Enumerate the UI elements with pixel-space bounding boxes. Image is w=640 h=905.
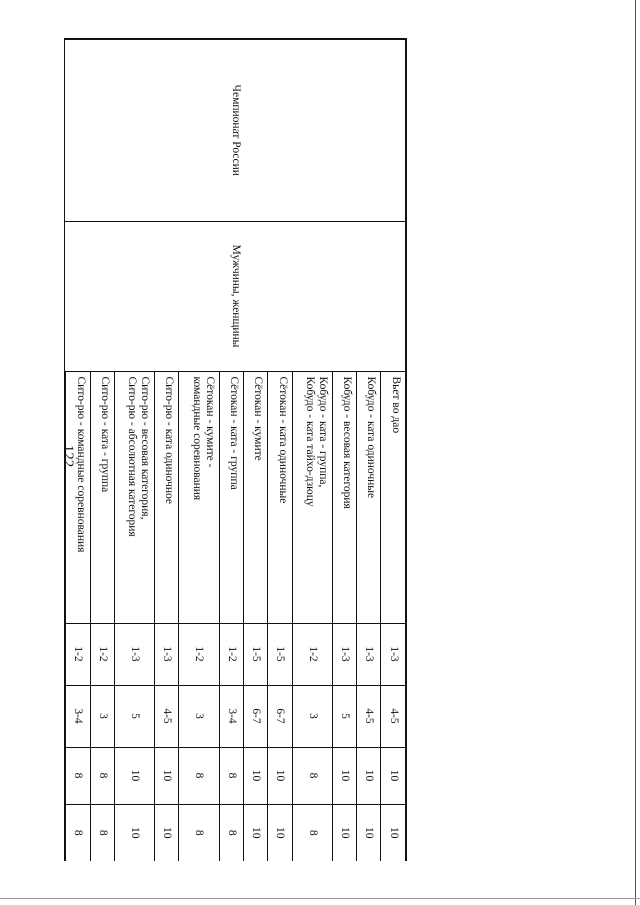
value-cell-c2: 6-7 [243, 685, 267, 747]
discipline-cell [357, 371, 381, 623]
table-frame [64, 38, 407, 861]
discipline-line: Сётокан - ката - группа [227, 376, 240, 490]
value-cell-c3: 10 [268, 747, 292, 804]
discipline-line: Вьет во дао [390, 376, 402, 434]
discipline-cell [65, 371, 90, 623]
sports-table [64, 38, 407, 861]
value-cell-c4: 10 [332, 804, 356, 861]
discipline-line: Сётокан - кумите - [203, 376, 216, 468]
table-body [65, 39, 406, 861]
value-cell-c4: 8 [90, 804, 114, 861]
discipline-line: Сито-рю - абсолютная категория [126, 376, 139, 537]
value-cell-c4: 10 [115, 804, 155, 861]
discipline-cell [155, 371, 179, 623]
value-cell-c3: 8 [179, 747, 219, 804]
value-cell-c2: 3 [179, 685, 219, 747]
value-cell-c3: 8 [292, 747, 332, 804]
discipline-line: Кобудо - весовая категория [341, 376, 354, 509]
value-cell-c1: 1-2 [179, 623, 219, 685]
value-cell-c1: 1-3 [332, 623, 356, 685]
discipline-line: Сито-рю - весовая категория, [139, 376, 152, 520]
discipline-line: Сито-рю - командные соревнования [74, 376, 87, 553]
group-cell: Мужчины, женщины [65, 221, 406, 371]
discipline-line: командные соревнования [190, 376, 203, 501]
page-number: 122 [60, 444, 77, 468]
value-cell-c4: 8 [179, 804, 219, 861]
value-cell-c3: 10 [243, 747, 267, 804]
value-cell-c1: 1-3 [115, 623, 155, 685]
competition-cell: Чемпионат России [65, 39, 406, 221]
value-cell-c2: 3-4 [65, 685, 90, 747]
value-cell-c3: 10 [115, 747, 155, 804]
value-cell-c2: 4-5 [155, 685, 179, 747]
value-cell-c1: 1-2 [65, 623, 90, 685]
value-cell-c4: 10 [243, 804, 267, 861]
discipline-line: Сито-рю - ката одиночное [163, 376, 176, 505]
discipline-cell [90, 371, 114, 623]
value-cell-c4: 10 [155, 804, 179, 861]
discipline-cell [219, 371, 243, 623]
value-cell-c1: 1-2 [292, 623, 332, 685]
value-cell-c2: 5 [115, 685, 155, 747]
discipline-line: Сётокан - ката одиночные [276, 376, 289, 504]
value-cell-c4: 10 [268, 804, 292, 861]
discipline-cell [115, 371, 155, 623]
value-cell-c2: 4-5 [381, 685, 406, 747]
discipline-line: Кобудо - ката тайхо-дзюцу [304, 376, 317, 507]
discipline-cell [243, 371, 267, 623]
value-cell-c3: 10 [155, 747, 179, 804]
scan-edge-right [635, 0, 636, 905]
value-cell-c2: 3 [90, 685, 114, 747]
discipline-cell [179, 371, 219, 623]
value-cell-c1: 1-3 [381, 623, 406, 685]
value-cell-c4: 8 [292, 804, 332, 861]
value-cell-c2: 5 [332, 685, 356, 747]
value-cell-c2: 6-7 [268, 685, 292, 747]
value-cell-c4: 8 [65, 804, 90, 861]
value-cell-c4: 10 [357, 804, 381, 861]
discipline-cell [268, 371, 292, 623]
value-cell-c3: 8 [65, 747, 90, 804]
scan-edge-bottom [0, 898, 640, 899]
table-row [381, 39, 406, 861]
value-cell-c1: 1-5 [268, 623, 292, 685]
value-cell-c3: 8 [90, 747, 114, 804]
value-cell-c2: 3-4 [219, 685, 243, 747]
value-cell-c3: 10 [332, 747, 356, 804]
value-cell-c3: 10 [381, 747, 406, 804]
value-cell-c4: 10 [381, 804, 406, 861]
value-cell-c4: 8 [219, 804, 243, 861]
value-cell-c2: 3 [292, 685, 332, 747]
value-cell-c1: 1-3 [155, 623, 179, 685]
value-cell-c1: 1-2 [90, 623, 114, 685]
value-cell-c3: 8 [219, 747, 243, 804]
discipline-line: Сито-рю - ката - группа [99, 376, 112, 493]
discipline-cell [332, 371, 356, 623]
value-cell-c3: 10 [357, 747, 381, 804]
value-cell-c1: 1-3 [357, 623, 381, 685]
discipline-line: Кобудо - ката - группа, [316, 376, 329, 488]
value-cell-c2: 4-5 [357, 685, 381, 747]
discipline-line: Сётокан - кумите [252, 376, 265, 461]
discipline-cell [381, 371, 406, 623]
value-cell-c1: 1-2 [219, 623, 243, 685]
discipline-line: Кобудо - ката одиночные [365, 376, 378, 499]
value-cell-c1: 1-5 [243, 623, 267, 685]
discipline-cell [292, 371, 332, 623]
